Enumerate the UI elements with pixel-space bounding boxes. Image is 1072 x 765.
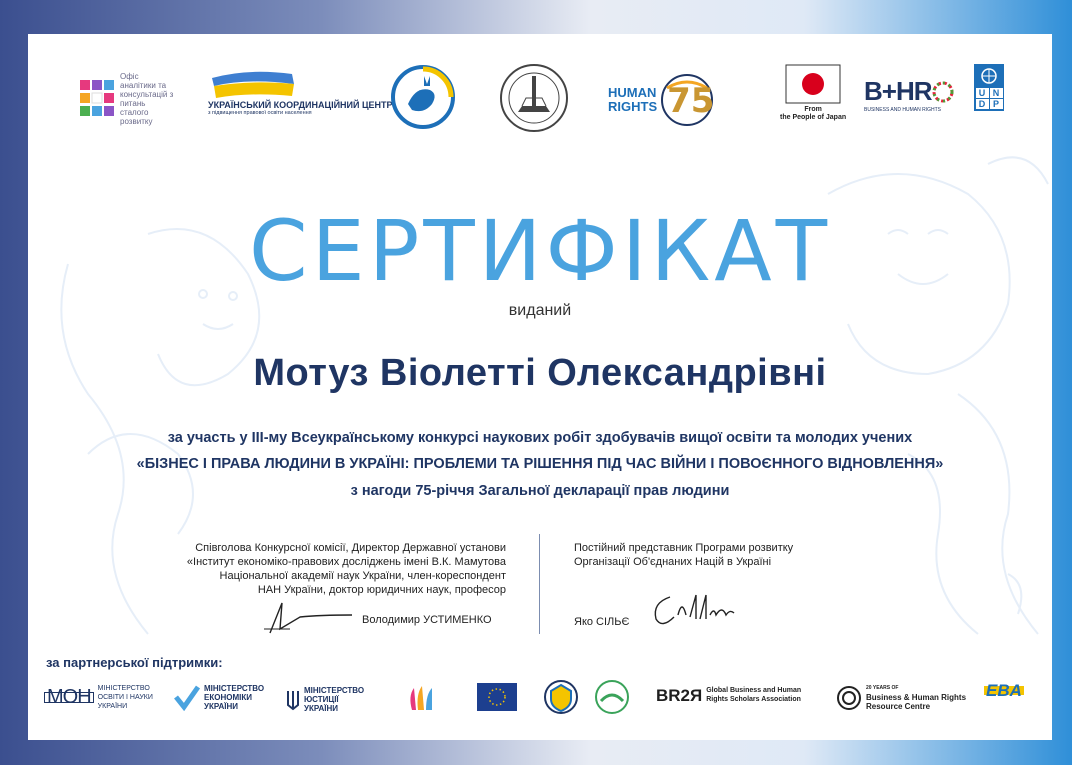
shield-round-icon [543, 679, 579, 715]
japan-line2: the People of Japan [780, 114, 847, 121]
reason-line-1: за участь у ІІІ-му Всеукраїнському конкурсі наукових робіт здобувачів вищої освіти та молодих учених [167, 430, 913, 446]
undp-letter-u: U [976, 88, 989, 98]
bhr-logo [864, 76, 954, 113]
right-signatory-name: Яко СІЛЬЄ [574, 616, 630, 628]
human-rights-75-logo [608, 72, 715, 128]
left-signatory-block [146, 541, 506, 597]
justice-ministry-text: МІНІСТЕРСТВО ЮСТИЦІЇ УКРАЇНИ [304, 686, 365, 713]
shield-partner-logo [543, 679, 579, 715]
mon-mark: МОН [44, 692, 94, 703]
recipient-name: Мотуз Віолетті Олександрівні [253, 352, 827, 394]
un-emblem-icon [978, 66, 1000, 86]
sdg-wheel-icon [932, 81, 954, 103]
certificate-title: СЕРТИФІКАТ [248, 202, 832, 300]
eba-text: EBA [986, 681, 1022, 700]
bhrsa-logo [656, 686, 822, 704]
bhr-logo-text: B+HR [864, 76, 932, 106]
green-circle-icon [593, 679, 631, 715]
ukrainian-center-title: УКРАЇНСЬКИЙ КООРДИНАЦІЙНИЙ ЦЕНТР [208, 100, 393, 110]
bhrrc-years: 20 YEARS OF [866, 685, 899, 691]
bhrrc-logo [836, 684, 972, 711]
institute-seal-icon [498, 62, 570, 134]
economy-ministry-logo [174, 684, 276, 711]
justice-ministry-logo [286, 686, 364, 713]
right-signatory-block [574, 541, 874, 569]
bhrsa-text: Global Business and Human Rights Scholars Association [706, 687, 802, 703]
institute-seal-logo [498, 62, 570, 134]
left-signature-scribble [260, 599, 360, 639]
certificate-sheet [28, 34, 1052, 740]
br2ya-brand: BR2Я [656, 685, 703, 705]
partner-logos-row [28, 674, 1052, 734]
human-rights-word1: HUMAN [608, 85, 657, 100]
human-rights-word2: RIGHTS [608, 99, 658, 114]
japan-line1: From [804, 106, 822, 113]
eba-logo [984, 681, 1024, 700]
council-of-europe-logo [476, 682, 518, 712]
office-pixel-icon [78, 78, 116, 120]
right-signatory-line1: Постійний представник Програми розвитку [574, 542, 794, 554]
partners-label: за партнерської підтримки: [46, 655, 223, 670]
coe-flag-icon [476, 682, 518, 712]
bhr-subtitle: BUSINESS AND HUMAN RIGHTS [864, 107, 941, 113]
left-signatory-line1: Співголова Конкурсної комісії, Директор Державної установи [195, 542, 506, 554]
bhrrc-text: Business & Human Rights Resource Centre [866, 693, 967, 711]
ukrainian-center-subtitle: з підвищення правової освіти населення [208, 110, 312, 116]
japan-flag-icon [785, 64, 841, 104]
hands-emblem-icon [390, 64, 456, 130]
mon-logo [44, 684, 160, 711]
left-signatory-name: Володимир УСТИМЕНКО [362, 614, 492, 626]
undp-logo [974, 64, 1004, 111]
left-signatory-line2: «Інститут економіко-правових досліджень імені В.К. Мамутова [186, 556, 506, 568]
hands-emblem-logo [390, 64, 456, 130]
hands-partner-logo [406, 680, 440, 714]
top-logos-row [28, 34, 1052, 154]
bhrrc-rings-icon [836, 685, 862, 711]
undp-letter-p: P [990, 99, 1003, 109]
undp-letter-n: N [990, 88, 1003, 98]
hands-colorful-icon [406, 680, 440, 714]
ukrainian-center-logo [208, 68, 393, 117]
office-logo-text: Офіс аналітики та консультацій з питань сталого розвитку [120, 72, 174, 126]
right-signature-scribble [648, 589, 738, 629]
left-signatory-line3: Національної академії наук України, член-кореспондент [219, 570, 506, 582]
left-signatory-line4: НАН України, доктор юридичних наук, професор [257, 584, 506, 596]
economy-check-icon [174, 685, 200, 711]
hr75-number: 75 [667, 81, 715, 121]
green-partner-logo [593, 679, 631, 715]
mon-text: МІНІСТЕРСТВО ОСВІТИ І НАУКИ УКРАЇНИ [97, 685, 153, 710]
economy-ministry-text: МІНІСТЕРСТВО ЕКОНОМІКИ УКРАЇНИ [204, 684, 265, 711]
office-logo [78, 72, 176, 126]
japan-logo [780, 64, 846, 122]
tryzub-icon [286, 689, 300, 711]
reason-line-2: «БІЗНЕС І ПРАВА ЛЮДИНИ В УКРАЇНІ: ПРОБЛЕМИ ТА РІШЕННЯ ПІД ЧАС ВІЙНИ І ПОВОЄННОГО ВІДНОВЛЕННЯ» [136, 456, 944, 472]
reason-line-3: з нагоди 75-річчя Загальної декларації прав людини [350, 483, 730, 499]
signature-divider [539, 534, 540, 634]
right-signatory-line2: Організації Об'єднаних Націй в Україні [574, 556, 772, 568]
undp-letter-d: D [976, 99, 989, 109]
issued-label: виданий [508, 302, 572, 319]
ua-brush-icon [208, 68, 298, 100]
